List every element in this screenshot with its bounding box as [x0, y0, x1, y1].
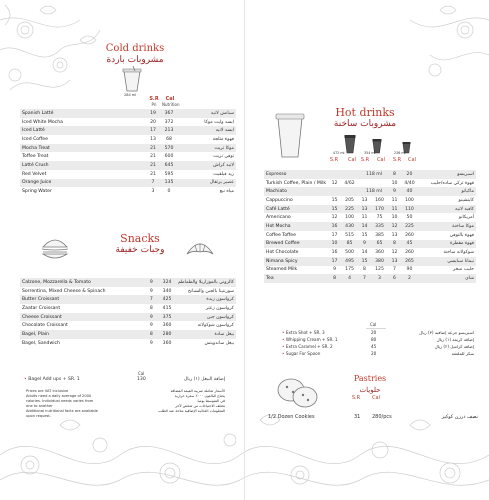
item-price: 21 — [150, 162, 156, 168]
item-calories-small: 4/40 — [404, 180, 415, 186]
item-calories-large: 515 — [345, 232, 354, 238]
item-name-en: Bagel, Sandwich — [22, 340, 60, 346]
table-row — [264, 222, 476, 231]
bagel-addon-text: Bagel Add ups + SR. 1 — [28, 377, 80, 382]
item-price: 21 — [150, 145, 156, 151]
extra-item-en: • Whipping Cream + SR. 1 — [282, 337, 338, 342]
pastries-title-ar: حلويات — [359, 386, 381, 394]
extra-item-text: Extra Caramel + SR. 2 — [285, 344, 333, 349]
item-calories: 372 — [164, 119, 174, 125]
item-price: 9 — [149, 323, 153, 329]
table-row — [20, 179, 236, 188]
note-ar-line: الأسعار شاملة ضريبة القيمة المضافة — [170, 389, 225, 393]
item-name-en: Tea — [266, 276, 274, 282]
item-name-ar: كالزوني بالموزاريلا والطماطم — [177, 279, 234, 285]
item-name-ar: شوكولاته ساخنة — [443, 250, 474, 256]
item-name-en: Hot Chocolate — [266, 250, 299, 256]
item-name-en: Mocha Treat — [22, 145, 50, 151]
item-name-en: Sorrentina, Mixed Cheese & Spinach — [22, 288, 106, 294]
item-name-ar: سورنتينا بالجبن والسبانخ — [187, 288, 234, 294]
item-name-en: Iced Coffee — [22, 136, 48, 142]
item-price: 9 — [393, 189, 396, 195]
item-name-ar: مياه نبع — [219, 189, 234, 195]
note-en-line: one to another — [26, 404, 53, 408]
item-calories: 0 — [167, 189, 171, 195]
item-calories: 213 — [164, 128, 174, 134]
item-price: 7 — [151, 180, 155, 186]
item-name-ar: قهوة مقطرة — [449, 241, 474, 247]
table-row — [20, 287, 236, 296]
item-name-en: Chocolate Croissant — [22, 323, 68, 329]
item-price-medium: 11 — [361, 215, 368, 221]
item-price-large: 17 — [331, 258, 338, 264]
item-name-ar: موكا ساخنة — [452, 223, 474, 229]
item-calories: 425 — [162, 297, 172, 303]
item-price: 13 — [150, 136, 156, 142]
extra-item-ar: إضافة كراميل (٢) ريال — [434, 344, 474, 349]
item-price: 3 — [151, 189, 155, 195]
item-calories-medium: 65 — [376, 241, 383, 247]
item-name-en: Red Velvet — [22, 171, 47, 177]
item-calories-medium: 385 — [375, 232, 384, 238]
hot-size-472: 472 ml — [333, 151, 345, 155]
pastry-item-en: 1/2 Dozen Cookies — [268, 414, 315, 420]
cold-drinks-table — [20, 109, 236, 196]
item-name-ar: عصير برتقال — [209, 180, 234, 186]
item-price: 21 — [150, 171, 156, 177]
empty-cell — [371, 179, 388, 188]
hot-col-price-1: S.R — [329, 157, 339, 163]
cold-col-price-label: S.R — [149, 96, 159, 102]
item-calories-medium: 160 — [375, 197, 384, 203]
extra-item-en: • Extra Caramel + SR. 2 — [282, 344, 333, 349]
burger-icon — [40, 236, 70, 260]
table-row — [264, 205, 476, 214]
item-price-medium: 15 — [361, 258, 368, 264]
item-name-en: Butter Croissant — [22, 297, 60, 303]
table-row — [20, 152, 236, 161]
item-calories-large: 100 — [345, 215, 354, 221]
item-name-en: Hot Mocha — [266, 223, 291, 229]
item-calories: 360 — [162, 323, 172, 329]
item-name-ar: كافيه لاتيه — [455, 206, 474, 212]
item-price: 8 — [393, 171, 396, 177]
hot-size-236: 236 ml — [394, 151, 406, 155]
item-name-ar: كرواسون زبدة — [206, 297, 234, 303]
item-price: 8 — [149, 305, 153, 311]
item-name-en: Calzone, Mozzarella & Tomato — [22, 279, 91, 285]
item-calories-large: 85 — [346, 241, 353, 247]
table-row — [20, 295, 236, 304]
item-name-en: Nimana Spicy — [266, 258, 298, 264]
pastry-item-price: 31 — [354, 414, 361, 420]
table-row — [20, 330, 236, 339]
hot-col-cal-2: Cal — [377, 157, 385, 163]
item-calories: 20 — [406, 171, 413, 177]
pastries-col-cal: Cal — [372, 395, 380, 401]
table-row — [20, 321, 236, 330]
item-price-medium: 9 — [363, 241, 366, 247]
item-price: 9 — [149, 288, 153, 294]
item-name-en: Toffee Treat — [22, 154, 49, 160]
item-price-small: 10 — [391, 180, 398, 186]
item-name-en: Machiato — [266, 189, 287, 195]
pastries-title — [340, 374, 400, 395]
note-ar-line: المعلومات الغذائية الإضافية متاحة عند الطلب — [158, 409, 225, 413]
item-name-ar: ايسد لاتيه — [215, 128, 234, 134]
item-name-en: Bagel, Plain — [22, 331, 49, 337]
item-name-ar: كابتشينو — [458, 197, 474, 203]
item-calories-small: 110 — [405, 206, 414, 212]
item-name-en: Latté Crush — [22, 162, 49, 168]
table-row — [264, 274, 476, 283]
hot-cup-dark-large-icon — [344, 134, 356, 154]
cold-size-label: 284 ml — [124, 93, 137, 97]
extra-item-cal: 20 — [371, 330, 377, 335]
extra-item-ar: سكر للملعقة — [451, 351, 474, 356]
hot-drinks-title — [325, 108, 405, 129]
item-name-ar: ماكياتو — [461, 189, 474, 195]
item-calories: 367 — [164, 110, 174, 116]
item-name-ar: أمريكانو — [458, 215, 474, 221]
table-row — [264, 231, 476, 240]
item-name-en: Café Latté — [266, 206, 290, 212]
item-price-medium: 15 — [361, 232, 368, 238]
item-price-large: 17 — [331, 232, 338, 238]
item-name-ar: قهوة بالتوفي — [449, 232, 474, 238]
croissant-icon — [185, 240, 215, 258]
hot-col-price-3: S.R — [392, 157, 402, 163]
item-price-small: 8 — [393, 241, 396, 247]
item-calories: 645 — [164, 162, 174, 168]
item-price-medium: 13 — [361, 197, 368, 203]
item-calories-small: 45 — [406, 241, 413, 247]
extra-item-en: • Extra Shot + SR. 3 — [282, 330, 325, 335]
table-row — [264, 170, 476, 179]
notes-ar — [125, 389, 225, 414]
item-name-ar: سبانش لاتيه — [211, 110, 234, 116]
item-price-large: 15 — [331, 197, 338, 203]
table-row — [20, 304, 236, 313]
snacks-table — [20, 278, 236, 348]
item-price-medium: 8 — [363, 267, 366, 273]
table-row — [20, 339, 236, 348]
item-calories-small: 100 — [405, 197, 414, 203]
item-calories-large: 175 — [345, 267, 354, 273]
cold-drinks-title-ar: مشروبات باردة — [106, 55, 164, 65]
hot-size-354: 354 ml — [364, 151, 376, 155]
item-price-small: 7 — [393, 267, 396, 273]
item-calories: 340 — [162, 288, 172, 294]
item-price-large: 9 — [333, 267, 337, 273]
item-calories-large: 205 — [345, 197, 354, 203]
page-fold — [244, 0, 245, 500]
item-name-ar: توفي تريت — [213, 154, 234, 160]
note-en-line: Prices are VAT inclusive — [26, 389, 69, 393]
extra-item-cal: 45 — [371, 344, 377, 349]
item-name-ar: بيغل ساندويتش — [204, 340, 234, 346]
item-price: 20 — [150, 119, 156, 125]
table-row — [20, 135, 236, 144]
item-name-en: Espresso — [266, 171, 287, 177]
item-calories-large: 500 — [345, 250, 354, 256]
pastries-title-en: Pastries — [353, 374, 387, 383]
table-row — [264, 196, 476, 205]
pastry-cookies-row — [268, 414, 478, 423]
item-name-en: Cappuccino — [266, 197, 293, 203]
note-ar-line: تختلف الاحتياجات من شخص لآخر — [175, 404, 225, 408]
item-price: 9 — [149, 279, 153, 285]
pastry-item-ar: نصف درزن كوكيز — [441, 414, 478, 420]
item-calories: 595 — [164, 171, 174, 177]
item-price: 17 — [150, 128, 156, 134]
extra-item-ar: إضافة كريمة (١) ريال — [436, 337, 474, 342]
extra-item-cal: 80 — [371, 337, 377, 342]
item-calories-small: 265 — [405, 258, 414, 264]
item-price-small: 12 — [391, 250, 398, 256]
cold-col-price — [148, 97, 160, 107]
bagel-addon-ar: إضافة البيغل (١) ريال — [183, 377, 225, 382]
item-calories-large: 495 — [345, 258, 354, 264]
hot-col-cal-3: Cal — [408, 157, 416, 163]
item-calories: 415 — [162, 305, 172, 311]
table-row — [20, 118, 236, 127]
item-calories-large: 4 — [348, 276, 351, 282]
hot-cup-large-icon — [275, 112, 305, 158]
table-row — [264, 240, 476, 249]
item-name-ar: قهوة مثلجة — [212, 136, 234, 142]
item-calories-medium: 125 — [375, 267, 384, 273]
item-name-en: Steamed Milk — [266, 267, 298, 273]
table-row — [20, 144, 236, 153]
extra-item-text: Extra Shot + SR. 3 — [285, 330, 325, 335]
extras-cal-label: Cal — [370, 322, 377, 327]
table-row — [20, 170, 236, 179]
table-row — [264, 248, 476, 257]
item-name-ar: ايسد وايت موكا — [204, 119, 234, 125]
extra-item-ar: اسبريسو جرعة إضافية (٣) ريال — [419, 330, 474, 335]
cold-drinks-title-en: Cold drinks — [105, 43, 165, 54]
item-calories-small: 50 — [406, 215, 413, 221]
empty-cell — [358, 179, 371, 188]
item-calories-medium: 335 — [375, 223, 384, 229]
item-name-ar: بيغل سادة — [214, 331, 234, 337]
snacks-title-en: Snacks — [120, 232, 160, 245]
item-price-medium: 13 — [361, 206, 368, 212]
item-name-en: Zaatar Croissant — [22, 305, 61, 311]
item-price-small: 6 — [393, 276, 396, 282]
item-name-en: Iced White Mocha — [22, 119, 63, 125]
item-calories-small: 260 — [405, 232, 414, 238]
item-calories-medium: 75 — [376, 215, 383, 221]
item-price-small: 11 — [391, 206, 398, 212]
hot-drinks-title-en: Hot drinks — [335, 106, 395, 119]
item-name-en: Iced Latté — [22, 128, 45, 134]
item-price: 7 — [149, 297, 153, 303]
item-name-ar: لاتيه كراش — [213, 162, 234, 168]
bagel-addon-cal: 130 — [137, 377, 146, 382]
item-calories: 570 — [164, 145, 174, 151]
item-calories-large: 225 — [345, 206, 354, 212]
item-name-en: Coffee Toffee — [266, 232, 296, 238]
item-calories: 324 — [162, 279, 172, 285]
item-price-large: 10 — [331, 241, 338, 247]
item-calories-medium: 380 — [375, 258, 384, 264]
snacks-title — [105, 234, 175, 255]
table-row — [264, 179, 476, 188]
item-price: 19 — [150, 110, 156, 116]
item-price-small: 12 — [391, 223, 398, 229]
item-price-small: 13 — [391, 258, 398, 264]
table-row — [264, 266, 476, 275]
table-row — [20, 313, 236, 322]
item-price-large: 12 — [331, 180, 338, 186]
item-name-en: Americano — [266, 215, 291, 221]
item-price-small: 13 — [391, 232, 398, 238]
extra-item-cal: 20 — [371, 351, 377, 356]
item-calories-small: 90 — [406, 267, 413, 273]
item-name-ar: قهوة تركي ساده/حليب — [430, 180, 474, 186]
item-calories-large: 4/62 — [344, 180, 355, 186]
item-price: 21 — [150, 154, 156, 160]
item-name-ar: كرواسون جبن — [207, 314, 234, 320]
note-en-line: Additional nutritional facts are available — [26, 409, 98, 413]
extra-item-en: • Sugar For Spoon — [282, 351, 321, 356]
item-name-ar: موكا تريت — [214, 145, 234, 151]
item-price-large: 16 — [331, 223, 338, 229]
item-price-medium: 14 — [361, 223, 368, 229]
item-calories: 40 — [406, 189, 413, 195]
item-price-medium: 7 — [363, 276, 366, 282]
item-name-ar: كرواسون زعتر — [205, 305, 234, 311]
bagel-addon-cal-label: Cal — [138, 371, 145, 376]
item-calories-medium: 360 — [375, 250, 384, 256]
item-calories-small: 260 — [405, 250, 414, 256]
cold-col-price-sub: Pri — [151, 102, 157, 107]
item-calories: 68 — [166, 136, 172, 142]
note-ar-line: في المتوسط يوميا — [197, 399, 225, 403]
item-calories: 280 — [162, 331, 172, 337]
table-row — [20, 161, 236, 170]
item-name-ar: شاي — [465, 276, 474, 282]
note-en-line: Adults need a daily average of 2000 — [26, 394, 92, 398]
cookies-icon — [275, 375, 320, 410]
item-calories: 360 — [162, 340, 172, 346]
item-name-en: Brewed Coffee — [266, 241, 300, 247]
item-price-small: 11 — [391, 197, 398, 203]
item-calories-medium: 170 — [375, 206, 384, 212]
table-row — [264, 213, 476, 222]
cold-drinks-title — [90, 44, 180, 65]
item-price-medium: 14 — [361, 250, 368, 256]
floral-ornament-top-right — [380, 0, 489, 100]
item-name-en: Orange Juice — [22, 180, 52, 186]
table-row — [20, 278, 236, 287]
extra-item-text: Sugar For Spoon — [285, 351, 321, 356]
item-calories: 375 — [162, 314, 172, 320]
item-name-ar: نيمانا سبايسي — [447, 258, 474, 264]
item-name-en: Turkish Coffee, Plain / Milk — [266, 180, 327, 186]
hot-col-cal-1: Cal — [348, 157, 356, 163]
hot-col-price-2: S.R — [360, 157, 370, 163]
item-price-large: 8 — [333, 276, 337, 282]
hot-drinks-table — [264, 170, 476, 283]
note-en-line: upon request. — [26, 414, 51, 418]
note-en-line: calories. Individual needs varies from — [26, 399, 94, 403]
notes-en — [26, 389, 126, 419]
item-price: 8 — [149, 331, 153, 337]
table-row — [20, 126, 236, 135]
item-name-en: Spring Water — [22, 189, 52, 195]
extras-divider — [366, 328, 386, 329]
item-calories-small: 2 — [408, 276, 411, 282]
item-price: 9 — [149, 314, 153, 320]
bagel-addon-en: • Bagel Add ups + SR. 1 — [24, 377, 80, 382]
pastries-col-price: S.R — [351, 395, 361, 401]
extra-item-text: Whipping Cream + SR. 1 — [285, 337, 338, 342]
table-row — [20, 109, 236, 118]
snacks-title-ar: وجبات خفيفة — [115, 245, 165, 255]
cold-col-cal-sub: Nutrition — [162, 102, 180, 107]
item-name-en: Spanish Latté — [22, 110, 54, 116]
cold-col-cal — [162, 97, 178, 107]
item-size: 118 ml — [366, 189, 382, 195]
iced-cup-icon — [121, 66, 143, 92]
item-price-large: 12 — [331, 215, 338, 221]
item-calories-medium: 3 — [378, 276, 381, 282]
item-name-ar: ريد فيلفيت — [213, 171, 234, 177]
table-row — [264, 187, 476, 196]
table-row — [20, 187, 236, 196]
item-price-small: 10 — [391, 215, 398, 221]
item-calories: 135 — [164, 180, 174, 186]
item-size: 118 ml — [366, 171, 382, 177]
item-name-ar: حليب مبخر — [452, 267, 474, 273]
cold-col-cal-label: Cal — [165, 96, 175, 102]
item-calories: 600 — [164, 154, 174, 160]
item-price-large: 16 — [331, 250, 338, 256]
item-name-en: Cheese Croissant — [22, 314, 62, 320]
item-name-ar: كرواسون شوكولاته — [197, 323, 234, 329]
pastry-item-cal: 280/pcs — [372, 414, 392, 420]
table-row — [264, 257, 476, 266]
item-calories-large: 430 — [345, 223, 354, 229]
item-price: 9 — [149, 340, 153, 346]
item-price-large: 15 — [331, 206, 338, 212]
item-name-ar: اسبريسو — [457, 171, 474, 177]
hot-drinks-title-ar: مشروبات ساخنة — [333, 119, 397, 129]
note-ar-line: يحتاج البالغون ٢٠٠٠ سعرة حرارية — [174, 394, 225, 398]
item-calories-small: 225 — [405, 223, 414, 229]
